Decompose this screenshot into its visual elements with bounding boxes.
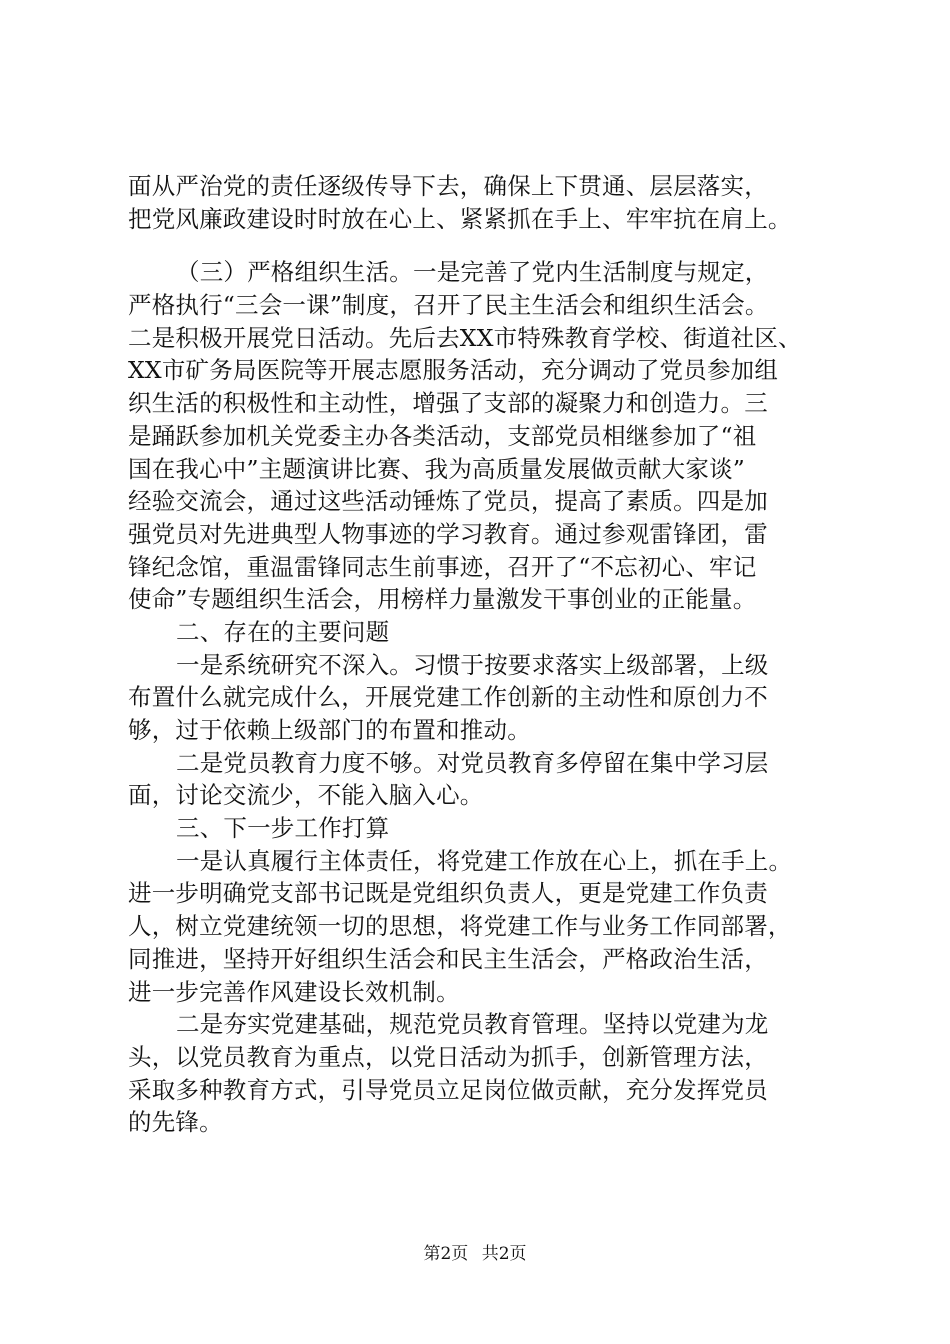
text-line: 织生活的积极性和主动性，增强了支部的凝聚力和创造力。三 — [128, 389, 768, 418]
text-line: 面，讨论交流少，不能入脑入心。 — [128, 781, 484, 810]
text-line: 严格执行“三会一课”制度，召开了民主生活会和组织生活会。 — [128, 291, 769, 320]
text-line: 采取多种教育方式，引导党员立足岗位做贡献，充分发挥党员 — [128, 1075, 768, 1104]
page-number: 第2页 — [423, 1244, 469, 1264]
text-line: 一是认真履行主体责任，将党建工作放在心上，抓在手上。 — [176, 846, 793, 875]
text-line: 强党员对先进典型人物事迹的学习教育。通过参观雷锋团，雷 — [128, 519, 768, 548]
text-line: 进一步明确党支部书记既是党组织负责人，更是党建工作负责 — [128, 879, 768, 908]
text-line: 头，以党员教育为重点，以党日活动为抓手，创新管理方法， — [128, 1042, 768, 1071]
text-line: 面从严治党的责任逐级传导下去，确保上下贯通、层层落实， — [128, 172, 768, 200]
text-line: 国在我心中”主题演讲比赛、我为高质量发展做贡献大家谈” — [128, 454, 745, 483]
text-line: 二是党员教育力度不够。对党员教育多停留在集中学习层 — [176, 748, 769, 777]
section-heading: 二、存在的主要问题 — [176, 617, 390, 646]
text-line: 一是系统研究不深入。习惯于按要求落实上级部署，上级 — [176, 650, 769, 679]
section-heading: 三、下一步工作打算 — [176, 814, 390, 843]
document-body — [128, 170, 848, 1139]
text-line: 锋纪念馆，重温雷锋同志生前事迹，召开了“不忘初心、牢记 — [128, 552, 757, 581]
text-line: 使命”专题组织生活会，用榜样力量激发干事创业的正能量。 — [128, 585, 757, 614]
text-line: 二是积极开展党日活动。先后去XX市特殊教育学校、街道社区、 — [128, 323, 802, 352]
text-line: 布置什么就完成什么，开展党建工作创新的主动性和原创力不 — [128, 683, 768, 712]
text-line: 人，树立党建统领一切的思想，将党建工作与业务工作同部署， — [128, 912, 792, 941]
text-line: 够，过于依赖上级部门的布置和推动。 — [128, 716, 531, 744]
text-line: 经验交流会，通过这些活动锤炼了党员，提高了素质。四是加 — [128, 487, 768, 516]
text-line: 是踊跃参加机关党委主办各类活动，支部党员相继参加了“祖 — [128, 421, 757, 450]
text-line: 二是夯实党建基础，规范党员教育管理。坚持以党建为龙 — [176, 1010, 769, 1039]
paragraph-heading-line: （三）严格组织生活。一是完善了党内生活制度与规定， — [176, 258, 769, 287]
text-line: XX市矿务局医院等开展志愿服务活动，充分调动了党员参加组 — [128, 356, 779, 385]
page-footer — [0, 1243, 950, 1265]
text-line: 同推进，坚持开好组织生活会和民主生活会，严格政治生活， — [128, 944, 768, 973]
text-line: 的先锋。 — [128, 1108, 223, 1137]
page-total: 共2页 — [481, 1244, 527, 1264]
text-line: 把党风廉政建设时时放在心上、紧紧抓在手上、牢牢抗在肩上。 — [128, 204, 792, 233]
text-line: 进一步完善作风建设长效机制。 — [128, 977, 460, 1006]
